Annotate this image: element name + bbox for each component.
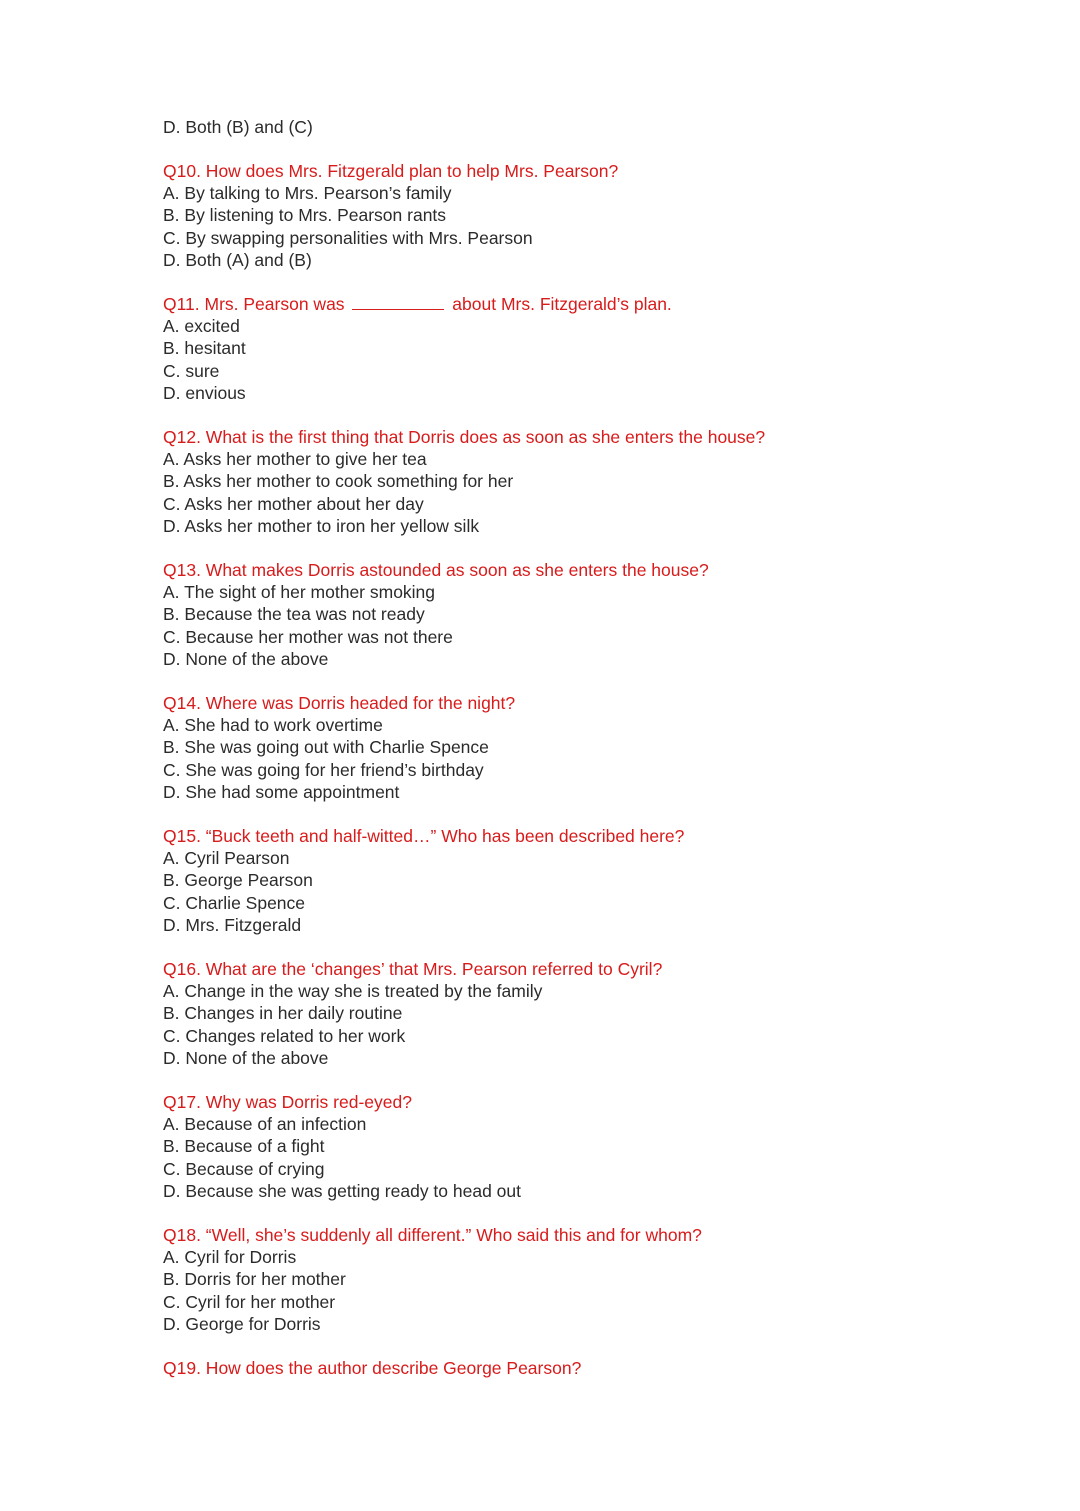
options-list <box>163 315 1043 404</box>
option-d: D. Asks her mother to iron her yellow silk <box>163 515 480 536</box>
option-b: B. Because of a fight <box>163 1136 325 1157</box>
question-title-after-blank: about Mrs. Fitzgerald’s plan. <box>452 293 672 314</box>
option-a: A. The sight of her mother smoking <box>163 582 436 603</box>
option-d: D. Because she was getting ready to head out <box>163 1180 522 1201</box>
options-list <box>163 1246 1043 1335</box>
option-d: D. None of the above <box>163 648 329 669</box>
option-b: B. Changes in her daily routine <box>163 1003 403 1024</box>
option-c: C. Because her mother was not there <box>163 626 453 647</box>
question-title: Q12. What is the first thing that Dorris does as soon as she enters the house? <box>163 426 766 447</box>
question-title: Q15. “Buck teeth and half-witted…” Who has been described here? <box>163 825 685 846</box>
option-b: B. hesitant <box>163 338 246 359</box>
option-b: B. Because the tea was not ready <box>163 604 425 625</box>
option-c: C. Changes related to her work <box>163 1025 406 1046</box>
question-title: Q13. What makes Dorris astounded as soon as she enters the house? <box>163 559 709 580</box>
question-block-q19 <box>163 1357 1043 1379</box>
question-block-q15 <box>163 825 1043 936</box>
question-title: Q17. Why was Dorris red-eyed? <box>163 1091 412 1112</box>
options-list <box>163 182 1043 271</box>
question-title: Q18. “Well, she’s suddenly all different.” Who said this and for whom? <box>163 1224 702 1245</box>
option-a: A. Cyril Pearson <box>163 848 290 869</box>
option-b: B. By listening to Mrs. Pearson rants <box>163 205 447 226</box>
worksheet-page <box>163 116 1043 1379</box>
options-list <box>163 1113 1043 1202</box>
question-block-q12 <box>163 426 1043 537</box>
option-a: A. By talking to Mrs. Pearson’s family <box>163 183 452 204</box>
option-b: B. Asks her mother to cook something for her <box>163 471 514 492</box>
carryover-option: D. Both (B) and (C) <box>163 117 313 137</box>
option-d: D. None of the above <box>163 1047 329 1068</box>
question-title-before-blank: Q11. Mrs. Pearson was <box>163 293 345 314</box>
question-title: Q16. What are the ‘changes’ that Mrs. Pearson referred to Cyril? <box>163 958 663 979</box>
question-block-q18 <box>163 1224 1043 1335</box>
option-c: C. sure <box>163 360 220 381</box>
option-a: A. Change in the way she is treated by the family <box>163 981 543 1001</box>
option-a: A. excited <box>163 316 240 337</box>
question-title: Q14. Where was Dorris headed for the night? <box>163 692 516 713</box>
option-c: C. She was going for her friend’s birthday <box>163 759 484 780</box>
option-a: A. She had to work overtime <box>163 715 383 736</box>
options-list <box>163 847 1043 936</box>
option-a: A. Asks her mother to give her tea <box>163 449 427 470</box>
option-c: C. Charlie Spence <box>163 892 306 913</box>
option-a: A. Cyril for Dorris <box>163 1246 297 1267</box>
question-block-q16 <box>163 958 1043 1069</box>
question-block-q14 <box>163 692 1043 803</box>
option-d: D. George for Dorris <box>163 1313 321 1334</box>
question-title: Q10. How does Mrs. Fitzgerald plan to help Mrs. Pearson? <box>163 160 619 181</box>
option-b: B. She was going out with Charlie Spence <box>163 737 489 758</box>
option-b: B. Dorris for her mother <box>163 1269 346 1290</box>
option-d: D. Both (A) and (B) <box>163 249 312 270</box>
question-block-q17 <box>163 1091 1043 1202</box>
question-title <box>163 293 1043 315</box>
option-d: D. Mrs. Fitzgerald <box>163 914 302 935</box>
options-list <box>163 581 1043 670</box>
options-list <box>163 714 1043 803</box>
option-b: B. George Pearson <box>163 870 313 891</box>
question-title: Q19. How does the author describe George Pearson? <box>163 1357 582 1378</box>
options-list <box>163 448 1043 537</box>
answer-blank <box>352 308 444 310</box>
option-d: D. She had some appointment <box>163 781 400 802</box>
question-block-q10 <box>163 160 1043 271</box>
option-c: C. Because of crying <box>163 1158 325 1179</box>
options-list <box>163 980 1043 1069</box>
question-block-q11 <box>163 293 1043 404</box>
option-c: C. Asks her mother about her day <box>163 493 424 514</box>
question-block-q13 <box>163 559 1043 670</box>
option-a: A. Because of an infection <box>163 1113 367 1134</box>
option-c: C. By swapping personalities with Mrs. Pearson <box>163 227 533 248</box>
option-d: D. envious <box>163 382 246 403</box>
option-c: C. Cyril for her mother <box>163 1291 336 1312</box>
